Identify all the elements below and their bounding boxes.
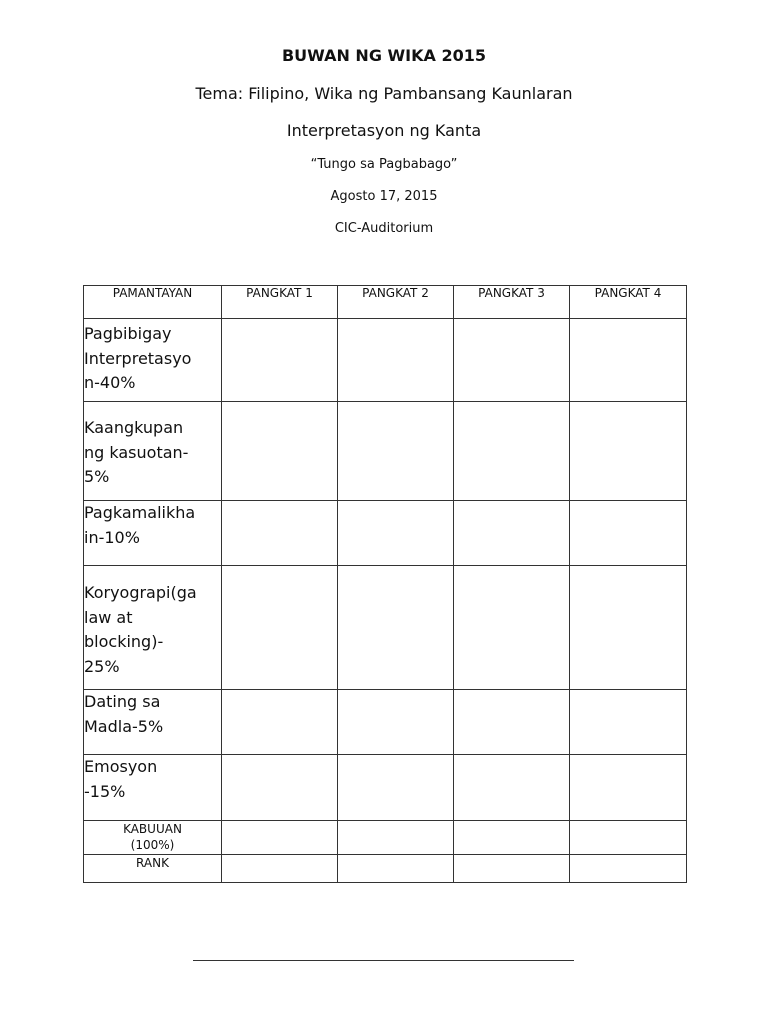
score-cell[interactable] — [454, 319, 570, 402]
criterion-interpretasyon — [84, 319, 222, 402]
score-cell[interactable] — [338, 855, 454, 883]
score-cell[interactable] — [570, 402, 687, 501]
score-cell[interactable] — [570, 501, 687, 566]
score-cell[interactable] — [338, 402, 454, 501]
criterion-pagkamalikhain — [84, 501, 222, 566]
criterion-text: law at — [84, 607, 133, 627]
score-cell[interactable] — [338, 821, 454, 855]
criterion-text: Kaangkupan — [84, 418, 184, 437]
table-row — [84, 690, 687, 755]
theme-line: Tema: Filipino, Wika ng Pambansang Kaunlaran — [195, 84, 573, 103]
score-cell[interactable] — [570, 319, 687, 402]
score-cell[interactable] — [570, 755, 687, 821]
score-cell[interactable] — [338, 690, 454, 755]
criterion-text: Koryograpi(ga — [84, 583, 197, 602]
score-cell[interactable] — [222, 755, 338, 821]
table-row — [84, 566, 687, 690]
score-cell[interactable] — [454, 566, 570, 690]
rank-row — [84, 855, 687, 883]
score-cell[interactable] — [222, 501, 338, 566]
event-date: Agosto 17, 2015 — [330, 189, 438, 204]
total-label — [84, 821, 222, 855]
total-label-text: (100%) — [130, 838, 175, 852]
criterion-text: Emosyon — [84, 757, 158, 776]
criterion-text: 5% — [84, 467, 110, 486]
table-row — [84, 402, 687, 501]
score-cell[interactable] — [338, 755, 454, 821]
score-cell[interactable] — [222, 855, 338, 883]
score-cell[interactable] — [222, 690, 338, 755]
rank-label: RANK — [84, 855, 222, 883]
event-venue: CIC-Auditorium — [334, 221, 434, 236]
criterion-text: 25% — [84, 656, 120, 676]
score-cell[interactable] — [454, 755, 570, 821]
score-cell[interactable] — [222, 319, 338, 402]
event-name: Interpretasyon ng Kanta — [286, 121, 482, 140]
score-cell[interactable] — [338, 501, 454, 566]
score-cell[interactable] — [570, 855, 687, 883]
table-row — [84, 501, 687, 566]
criterion-text: in-10% — [84, 527, 140, 547]
score-cell[interactable] — [338, 319, 454, 402]
criterion-text: ng kasuotan- — [84, 442, 189, 462]
score-cell[interactable] — [570, 690, 687, 755]
score-cell[interactable] — [222, 821, 338, 855]
criterion-text: -15% — [84, 781, 126, 801]
score-cell[interactable] — [570, 821, 687, 855]
table-row — [84, 755, 687, 821]
score-cell[interactable] — [222, 566, 338, 690]
column-header-pangkat-3: PANGKAT 3 — [454, 286, 570, 319]
total-label-text: KABUUAN — [123, 822, 182, 836]
score-cell[interactable] — [454, 402, 570, 501]
criterion-text: Pagbibigay — [84, 324, 172, 343]
criterion-text: Interpretasyo — [84, 348, 192, 368]
table-row — [84, 319, 687, 402]
criterion-text: Pagkamalikha — [84, 503, 196, 522]
score-cell[interactable] — [338, 566, 454, 690]
column-header-pangkat-1: PANGKAT 1 — [222, 286, 338, 319]
song-title: “Tungo sa Pagbabago” — [310, 157, 458, 172]
total-row — [84, 821, 687, 855]
criterion-emosyon — [84, 755, 222, 821]
scoring-table — [83, 285, 687, 883]
criterion-text: Dating sa — [84, 692, 161, 711]
criterion-dating — [84, 690, 222, 755]
criterion-text: blocking)- — [84, 632, 164, 651]
criterion-kasuotan — [84, 402, 222, 501]
criterion-text: n-40% — [84, 373, 136, 392]
score-cell[interactable] — [454, 690, 570, 755]
score-cell[interactable] — [570, 566, 687, 690]
score-cell[interactable] — [454, 855, 570, 883]
column-header-pangkat-2: PANGKAT 2 — [338, 286, 454, 319]
criterion-koryograpi — [84, 566, 222, 690]
score-cell[interactable] — [222, 402, 338, 501]
criterion-text: Madla-5% — [84, 716, 164, 736]
score-cell[interactable] — [454, 501, 570, 566]
score-cell[interactable] — [454, 821, 570, 855]
column-header-pamantayan: PAMANTAYAN — [84, 286, 222, 319]
column-header-pangkat-4: PANGKAT 4 — [570, 286, 687, 319]
document-title: BUWAN NG WIKA 2015 — [281, 46, 487, 65]
signature-line — [193, 960, 574, 961]
table-header-row — [84, 286, 687, 319]
